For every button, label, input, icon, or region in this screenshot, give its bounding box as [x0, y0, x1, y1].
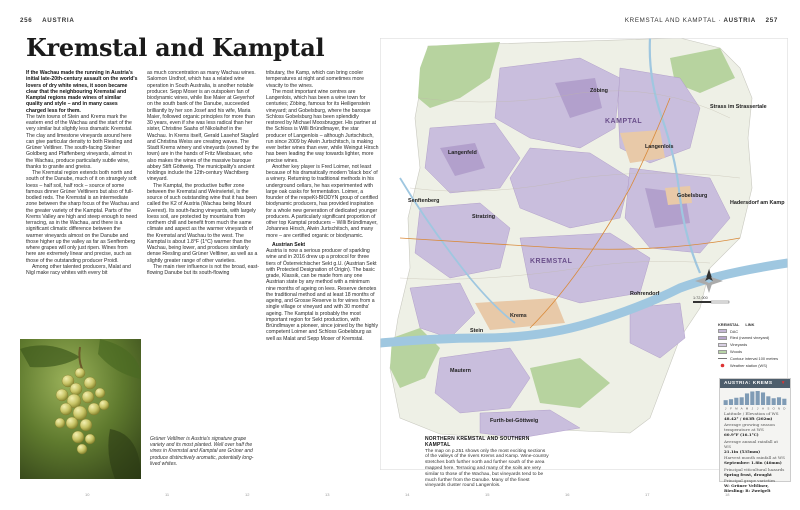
map-town-label: Stein: [470, 328, 484, 334]
rainfall-bar: [724, 400, 728, 405]
running-head-right: KREMSTAL AND KAMPTAL · AUSTRIA 257: [624, 17, 778, 24]
map-town-label: Zöbing: [590, 88, 608, 94]
legend-label: Vineyards: [730, 342, 748, 348]
rainfall-bar: [777, 397, 781, 405]
legend-label: Weather station (WS): [730, 362, 768, 368]
folio-number: 18: [725, 492, 730, 497]
rainfall-month-label: A: [740, 406, 743, 410]
map-caption: [425, 437, 550, 489]
legend-swatch: [718, 350, 727, 354]
map-town-label: Strass im Strassertale: [710, 104, 767, 110]
legend-swatch: [718, 329, 727, 333]
section-label-left: AUSTRIA: [42, 17, 75, 24]
stat-label: Principal viticultural hazards: [724, 466, 785, 472]
rainfall-bar: [772, 398, 776, 405]
rainfall-bar: [750, 391, 754, 405]
stat-value: 48.42° / 663ft (202m): [724, 416, 773, 421]
legend-label: Ried (named vineyard): [730, 335, 770, 341]
map-region-label: KREMSTAL: [530, 258, 573, 265]
map-legend: [718, 321, 788, 369]
scale-bar: [693, 300, 733, 305]
folio-number: 12: [245, 492, 250, 497]
lede-paragraph: If the Wachau made the running in Austria's initial late-20th-century assault on the world's lovers of dry white wines, it soon became clear that the neighbouring Kremstal and Kamptal regions made wines of similar quality and style – and in many cases charged less for them.: [26, 70, 138, 114]
rainfall-month-label: F: [730, 406, 732, 410]
map-town-label: Hadersdorf am Kamp: [730, 200, 785, 206]
body-paragraph: The most important wine centres are Langenlois, which has been a wine town for centuries; Zöbing, famous for its Heiligenstein vineyard; and Gobelsburg, where the baroque Schloss Gobelsburg has been splendidly restored by Michael Moosbrugger. His partner at the Schloss is Willi Bründlmayer, the star producer of Langenlois – although Jurtschitsch, run since 2009 by Alwin Jurtschitsch, is making ever better wines than ever, while Weingut Hirsch has been leading the way towards lighter, more precise wines.: [266, 88, 379, 164]
map-caption-text: The map on p.251 shows only the most exciting sections of the valleys of the rivers Krems and Kamp. Wine-country stretches both further north and further south of the area mapped here. Terracing and many of the soils are very similar to those of the Wachau, but vineyards tend to be much further from the Danube. Many of the finest vineyards cluster round Langenlois.: [425, 448, 549, 489]
stat-value: September: 1.8in (46mm): [724, 460, 782, 466]
rainfall-bar: [761, 392, 765, 405]
weather-station-icon: [718, 363, 727, 367]
body-paragraph: Another key player is Fred Loimer, not least because of his dramatically modern 'black box' of a winery. Returning to traditional methods in his underground cellars, he has experimented with large oak casks for fermentation. Loimer, a founder of the respeKt-BIODYN group of certified biodynamic producers, has provided inspiration for a whole new generation of dedicated younger producers. A particularly significant proportion of other top Kamptal producers – Willi Bründlmayer, Johannes Hirsch, Alwin Jurtschitsch, and many more – are certified organic or biodynamic.: [266, 163, 379, 239]
folio-number: 11: [165, 492, 170, 497]
map-town-label: Mautern: [450, 368, 471, 374]
folio-number: 14: [405, 492, 410, 497]
subheading: Austrian Sekt: [272, 241, 306, 248]
stats-list: [720, 410, 790, 495]
body-paragraph: as much concentration as many Wachau wines. Salomon Undhof, which has a related wine operation in South Australia, is another notable producer. Sepp Moser is an outspoken fan of biodynamic wines, while Ilse Maier at Geyerhof on the south bank of the Danube, succeeded brilliantly by her son Josef and his wife, Maria Maier, followed organic principles for more than 30 years, even if she was less radical than her sister, Christine Saahs of Nikolaihof in the Wachau. In Krems itself, Gerald Lasehof Stagård and Christina Weiss are creating waves. The Stadt Krems winery and vineyards (owned by the town) are in the hands of Fritz Miesbauer, who also makes the wines of the massive baroque abbey Stift Göttweig. The municipality's ancient holdings include the 12th-century Wachtberg vineyard.: [147, 70, 259, 183]
legend-item: [718, 341, 788, 348]
map-scale: [693, 296, 733, 306]
stat-value: Spring frost, drought: [724, 471, 772, 477]
legend-item: [718, 335, 788, 342]
rainfall-month-label: N: [777, 406, 781, 410]
map-town-label: Senftenberg: [408, 198, 440, 204]
stat-value: W: Grüner Veltliner, Riesling; R: Zweigelt: [724, 482, 771, 493]
rainfall-bar: [766, 396, 770, 405]
folio-number: 13: [325, 492, 330, 497]
map-town-label: Gobelsburg: [677, 193, 708, 199]
folio-number: 10: [85, 492, 90, 497]
map-town-label: Krems: [510, 313, 527, 319]
rainfall-bar: [729, 399, 733, 405]
body-paragraph: Among other talented producers, Malat and Nigl make racy whites with every bit: [26, 263, 131, 276]
text-column-1: [26, 70, 139, 337]
legend-label: Contour interval 100 metres: [730, 355, 779, 361]
rainfall-month-label: D: [783, 406, 786, 410]
legend-swatch: [718, 343, 727, 347]
text-column-2: [147, 70, 260, 484]
stats-title: AUSTRIA: KREMS: [724, 381, 773, 386]
rainfall-month-label: J: [756, 406, 759, 410]
rainfall-bar: [740, 397, 744, 405]
page-number-left: 256: [20, 17, 33, 24]
body-paragraph: The main river influence is not the broad, east-flowing Danube but its south-flowing: [147, 263, 260, 276]
rainfall-bar: [745, 393, 749, 405]
folio-number: 15: [485, 492, 490, 497]
rainfall-chart-svg: [723, 390, 787, 410]
rainfall-bar: [756, 391, 760, 405]
legend-item: [718, 355, 788, 362]
map-town-label: Rohrendorf: [630, 291, 660, 297]
folio-number: 16: [565, 492, 570, 497]
body-paragraph: The Kamptal, the productive buffer zone between the Kremstal and Weinviertel, is the source of such outstanding wine that it has been called the K2 of Austria (Wachau being Mount Everest). Its south-facing vineyards, with largely loess soil, are protected by mountains from northern chill and benefit from much the same climate and aspect as the warmer vineyards of the Kremstal and Wachau to the west. The Kamptal is about 1.8°F (1°C) warmer than the Wachau, being lower, and produces similarly dense Riesling and Grüner Veltliner, as well as a slightly greater range of other varieties.: [147, 182, 258, 264]
body-paragraph: Austria is now a serious producer of sparkling wine and in 2016 drew up a protocol for three tiers of Österreichischer Sekt g.U. (Austrian Sekt with Protected Designation of Origin). The basic grade, Klassik, can be made from any one Austrian state by any method with a minimum nine months of ageing on lees. Reserve denotes the traditional method and at least 18 months of ageing, and Grosse Reserve is for wines from a single village or vineyard and with 30 months' ageing. The Kamptal is probably the most important region for Sekt production, with Bründlmayer a pioneer, since joined by the highly competent Loimer and Schloss Gobelsburg as well as Malat and Sepp Moser of Kremstal.: [266, 248, 379, 342]
rainfall-month-label: J: [751, 406, 754, 410]
rainfall-chart: [723, 390, 787, 410]
rainfall-bar: [782, 399, 786, 405]
rainfall-month-label: M: [745, 406, 749, 410]
folio-number: 17: [645, 492, 650, 497]
legend-item: [718, 362, 788, 369]
rainfall-month-label: M: [735, 406, 738, 410]
map-town-label: Furth-bei-Göttweig: [490, 418, 539, 424]
rainfall-month-label: O: [772, 406, 775, 410]
text-column-3: [266, 70, 379, 484]
article-title: Kremstal and Kamptal: [26, 33, 325, 62]
climate-stats-box: [719, 378, 791, 493]
stat-label: Harvest month rainfall at WS: [724, 455, 785, 461]
section-label-right: AUSTRIA: [723, 17, 756, 24]
contour-line-icon: [718, 358, 727, 359]
page-number-right: 257: [765, 17, 778, 24]
rainfall-month-label: J: [724, 406, 727, 410]
compass-rose: [691, 267, 727, 295]
photo-caption: Grüner Veltliner is Austria's signature grape variety and its most planted. Well over half the vines in Kremstal and Kamptal are Grüner and produce distinctively aromatic, potentially long-lived whites.: [150, 436, 254, 467]
legend-item: [718, 328, 788, 335]
stat-value: 21.1in (535mm): [724, 448, 761, 454]
body-paragraph: The Kremstal region extends both north and south of the Danube, much of it on strangely soft loess – half soil, half rock – source of some famous dinner Grüner Veltliners but also of full-bodied reds. The Kremstal is an intermediate zone between the sharp focus of the Wachau and the greater variety of the Kamptal. Parts of the Krems Valley are high and steep enough to need terracing, as in the Wachau, and there is a significant climatic difference between the warmer vineyards almost on the Danube and those higher up the valley as far as Senftenberg where grapes will only just ripen. Wines from here are extremely linear and precise, such as those of the outstanding producer Proidl.: [26, 170, 139, 264]
stats-flag-icon: ▼: [780, 381, 786, 386]
legend-region-b: LINK: [745, 321, 755, 327]
map-region-label: KAMPTAL: [605, 118, 643, 125]
stat-value: 60.9°F (16.1°C): [724, 432, 759, 438]
legend-label: DAC: [730, 328, 739, 334]
map-town-label: Stratzing: [472, 214, 496, 220]
body-paragraph: tributary, the Kamp, which can bring cooler temperatures at night and sometimes more vivacity to the wines.: [266, 70, 365, 89]
legend-swatch: [718, 336, 727, 340]
map-town-label: Langenlois: [645, 144, 674, 150]
north-arrow-icon: [691, 267, 727, 295]
gruner-veltliner-grape-photo: [20, 339, 141, 479]
stats-header: [720, 379, 790, 388]
legend-header: [718, 321, 788, 328]
map-town-label: Langenfeld: [448, 150, 477, 156]
stat-label: Principal grape varieties: [724, 477, 776, 483]
legend-item: [718, 348, 788, 355]
rainfall-month-label: S: [767, 406, 770, 410]
legend-region-a: KREMSTAL: [718, 321, 740, 327]
map-caption-title: NORTHERN KREMSTAL AND SOUTHERN KAMPTAL: [425, 436, 530, 448]
running-head-left: [20, 17, 75, 27]
stat-label: Average annual rainfall at WS: [724, 438, 778, 449]
chapter-title-right: KREMSTAL AND KAMPTAL: [624, 17, 716, 24]
rainfall-bar: [734, 398, 738, 405]
stat-label: Latitude / Elevation of WS: [724, 411, 779, 416]
rainfall-month-label: A: [761, 406, 765, 410]
legend-label: Woods: [730, 349, 743, 355]
body-paragraph: The twin towns of Stein and Krems mark the eastern end of the Wachau and the start of the very similar but slightly less dramatic Kremstal. The clay and limestone vineyards around here can give particular density to both Riesling and Grüner Veltliner. The south-facing Steiner Goldberg and Pfaffenberg vineyards, almost in the Wachau, produce particularly subtle wine, thanks to granite and gneiss.: [26, 113, 133, 170]
scale-label: 1:72,000: [693, 296, 708, 300]
stat-label: Average growing season temperature at WS: [724, 422, 775, 433]
